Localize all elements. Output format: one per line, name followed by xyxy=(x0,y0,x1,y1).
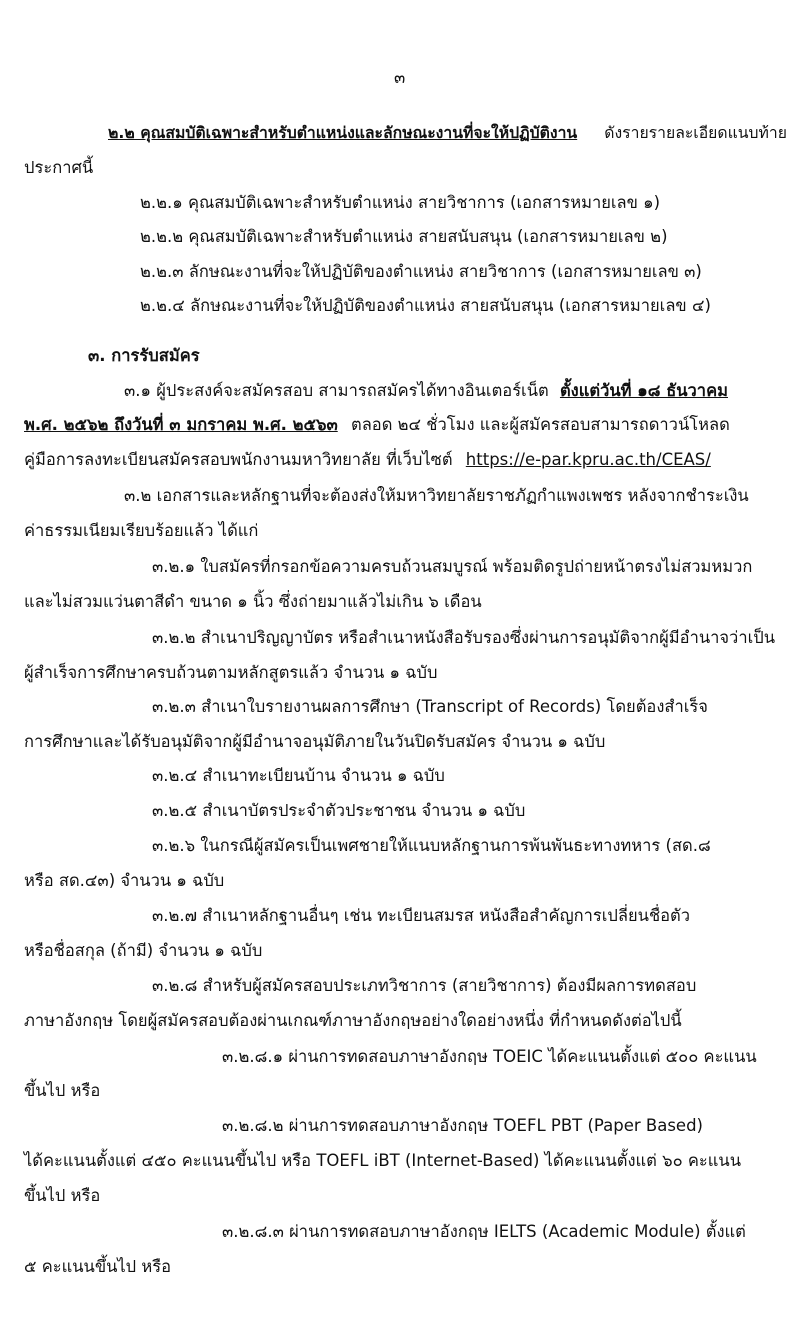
item-3-2-8-line1: ๓.๒.๘ สำหรับผู้สมัครสอบประเภทวิชาการ (สายวิชาการ) ต้องมีผลการทดสอบ xyxy=(152,976,697,995)
item-3-2-2-line1: ๓.๒.๒ สำเนาปริญญาบัตร หรือสำเนาหนังสือรับรองซึ่งผ่านการอนุมัติจากผู้มีอำนาจว่าเป็น xyxy=(152,628,775,647)
item-3-2-line2: ค่าธรรมเนียมเรียบร้อยแล้ว ได้แก่ xyxy=(24,521,259,540)
item-3-2-8-2-line2: ได้คะแนนตั้งแต่ ๔๕๐ คะแนนขึ้นไป หรือ TOEFL iBT (Internet-Based) ได้คะแนนตั้งแต่ ๖๐ คะแนน xyxy=(24,1151,741,1170)
section-3-heading: ๓. การรับสมัคร xyxy=(88,346,200,365)
item-3-2-7-line2: หรือชื่อสกุล (ถ้ามี) จำนวน ๑ ฉบับ xyxy=(24,941,263,960)
section-2-2-continuation: ประกาศนี้ xyxy=(24,158,94,177)
item-3-2-6-line1: ๓.๒.๖ ในกรณีผู้สมัครเป็นเพศชายให้แนบหลักฐานการพ้นพันธะทางทหาร (สด.๘ xyxy=(152,836,711,855)
registration-url-link[interactable]: https://e-par.kpru.ac.th/CEAS/ xyxy=(465,450,711,469)
item-3-2-1-line2: และไม่สวมแว่นตาสีดำ ขนาด ๑ นิ้ว ซึ่งถ่ายมาแล้วไม่เกิน ๖ เดือน xyxy=(24,592,482,611)
item-3-1-text3: คู่มือการลงทะเบียนสมัครสอบพนักงานมหาวิทยาลัย ที่เว็บไซต์ xyxy=(24,450,453,469)
section-2-2-heading xyxy=(108,124,787,143)
item-3-2-8-1-line2: ขึ้นไป หรือ xyxy=(24,1081,101,1100)
item-3-2-8-3-line2: ๕ คะแนนขึ้นไป หรือ xyxy=(24,1257,172,1276)
item-3-2-3-line1: ๓.๒.๓ สำเนาใบรายงานผลการศึกษา (Transcript of Records) โดยต้องสำเร็จ xyxy=(152,697,708,716)
section-2-2-tail: ดังรายรายละเอียดแนบท้าย xyxy=(604,123,787,142)
item-3-2-8-line2: ภาษาอังกฤษ โดยผู้สมัครสอบต้องผ่านเกณฑ์ภาษาอังกฤษอย่างใดอย่างหนึ่ง ที่กำหนดดังต่อไปนี้ xyxy=(24,1011,682,1030)
item-2-2-4: ๒.๒.๔ ลักษณะงานที่จะให้ปฏิบัติของตำแหน่ง สายสนับสนุน (เอกสารหมายเลข ๔) xyxy=(140,296,711,315)
item-3-2-8-3-line1: ๓.๒.๘.๓ ผ่านการทดสอบภาษาอังกฤษ IELTS (Academic Module) ตั้งแต่ xyxy=(222,1222,746,1241)
item-3-2-8-1-line1: ๓.๒.๘.๑ ผ่านการทดสอบภาษาอังกฤษ TOEIC ได้คะแนนตั้งแต่ ๕๐๐ คะแนน xyxy=(222,1047,757,1066)
item-3-2-1-line1: ๓.๒.๑ ใบสมัครที่กรอกข้อความครบถ้วนสมบูรณ์ พร้อมติดรูปถ่ายหน้าตรงไม่สวมหมวก xyxy=(152,557,753,576)
section-2-2-title: ๒.๒ คุณสมบัติเฉพาะสำหรับตำแหน่งและลักษณะงานที่จะให้ปฏิบัติงาน xyxy=(108,123,578,142)
item-3-2-4: ๓.๒.๔ สำเนาทะเบียนบ้าน จำนวน ๑ ฉบับ xyxy=(152,766,445,785)
item-2-2-2: ๒.๒.๒ คุณสมบัติเฉพาะสำหรับตำแหน่ง สายสนับสนุน (เอกสารหมายเลข ๒) xyxy=(140,227,668,246)
item-3-1-date-start: ตั้งแต่วันที่ ๑๘ ธันวาคม xyxy=(559,381,728,400)
item-3-2-8-2-line1: ๓.๒.๘.๒ ผ่านการทดสอบภาษาอังกฤษ TOEFL PBT (Paper Based) xyxy=(222,1116,703,1135)
item-3-1-line1 xyxy=(124,381,728,401)
item-3-1-text: ๓.๑ ผู้ประสงค์จะสมัครสอบ สามารถสมัครได้ทางอินเตอร์เน็ต xyxy=(124,381,549,400)
item-3-2-8-2-line3: ขึ้นไป หรือ xyxy=(24,1186,101,1205)
item-3-1-line2 xyxy=(24,415,730,435)
page-number: ๓ xyxy=(394,68,406,87)
item-3-2-line1: ๓.๒ เอกสารและหลักฐานที่จะต้องส่งให้มหาวิทยาลัยราชภัฏกำแพงเพชร หลังจากชำระเงิน xyxy=(124,486,749,505)
item-3-2-5: ๓.๒.๕ สำเนาบัตรประจำตัวประชาชน จำนวน ๑ ฉบับ xyxy=(152,801,526,820)
item-3-2-3-line2: การศึกษาและได้รับอนุมัติจากผู้มีอำนาจอนุมัติภายในวันปิดรับสมัคร จำนวน ๑ ฉบับ xyxy=(24,732,606,751)
item-3-1-line3 xyxy=(24,450,711,470)
item-3-2-6-line2: หรือ สด.๔๓) จำนวน ๑ ฉบับ xyxy=(24,871,225,890)
item-3-1-text2: ตลอด ๒๔ ชั่วโมง และผู้สมัครสอบสามารถดาวน์โหลด xyxy=(350,415,730,434)
item-3-2-7-line1: ๓.๒.๗ สำเนาหลักฐานอื่นๆ เช่น ทะเบียนสมรส หนังสือสำคัญการเปลี่ยนชื่อตัว xyxy=(152,906,691,925)
item-2-2-3: ๒.๒.๓ ลักษณะงานที่จะให้ปฏิบัติของตำแหน่ง สายวิชาการ (เอกสารหมายเลข ๓) xyxy=(140,262,702,281)
item-3-1-date-range: พ.ศ. ๒๕๖๒ ถึงวันที่ ๓ มกราคม พ.ศ. ๒๕๖๓ xyxy=(24,415,338,434)
item-2-2-1: ๒.๒.๑ คุณสมบัติเฉพาะสำหรับตำแหน่ง สายวิชาการ (เอกสารหมายเลข ๑) xyxy=(140,193,661,212)
item-3-2-2-line2: ผู้สำเร็จการศึกษาครบถ้วนตามหลักสูตรแล้ว จำนวน ๑ ฉบับ xyxy=(24,663,438,682)
